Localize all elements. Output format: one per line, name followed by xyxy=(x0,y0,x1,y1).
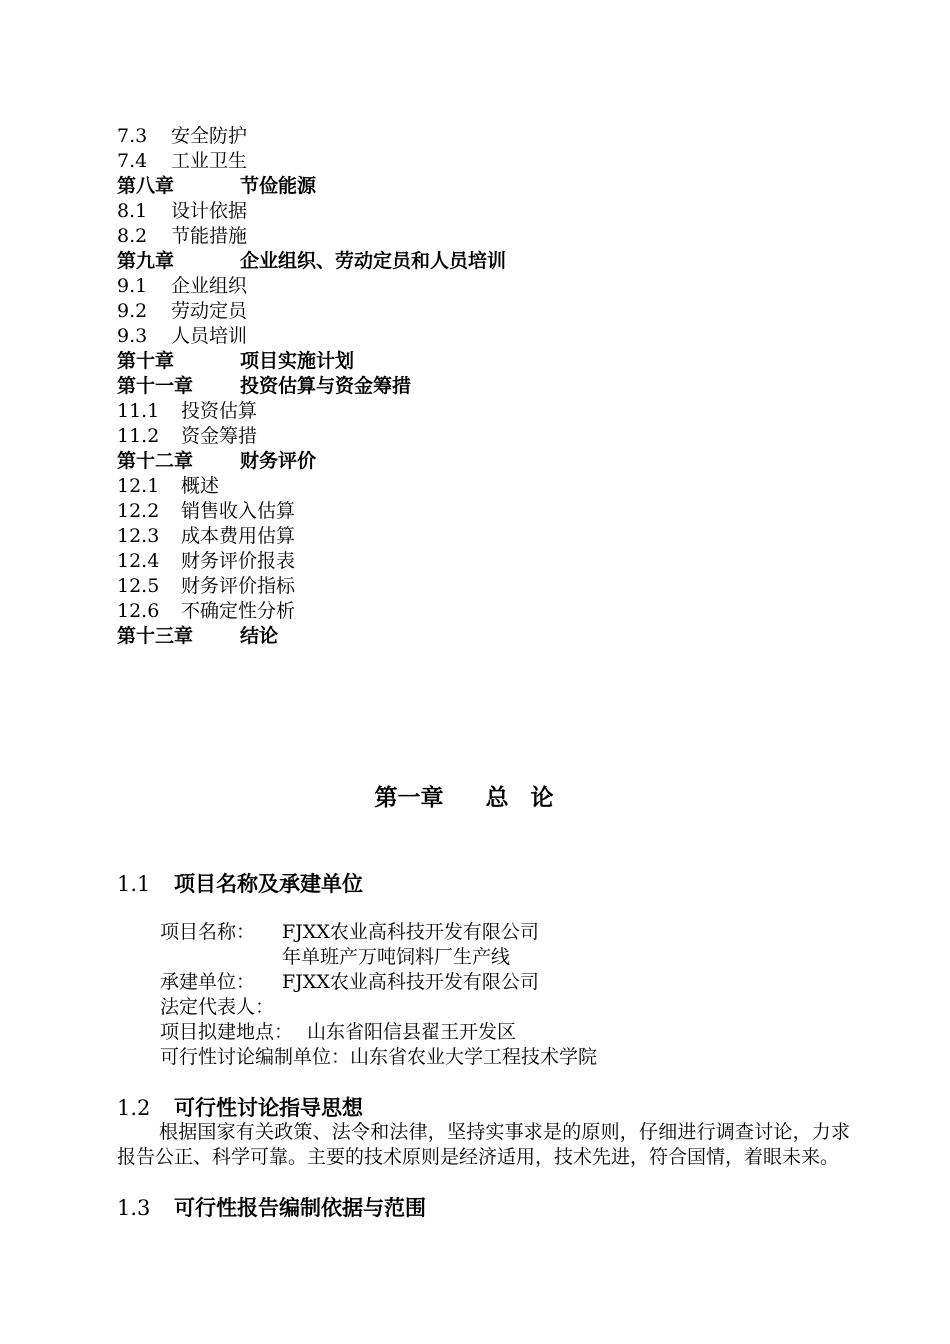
compiler-label: 可行性讨论编制单位： xyxy=(160,1046,351,1068)
toc-entry-number: 12.2 xyxy=(117,500,160,522)
project-name-value-2: 年单班产万吨饲料厂生产线 xyxy=(282,946,511,968)
toc-entry-title: 财务评价 xyxy=(240,450,317,472)
toc-chapter-entry xyxy=(117,249,877,274)
toc-chapter-entry xyxy=(117,374,877,399)
toc-entry-number: 9.2 xyxy=(117,300,148,322)
builder-row xyxy=(160,970,860,995)
toc-chapter-entry xyxy=(117,449,877,474)
chapter-1-heading xyxy=(0,782,950,814)
toc-entry-title: 安全防护 xyxy=(171,125,248,147)
toc-entry-number: 12.1 xyxy=(117,475,160,497)
toc-section-entry xyxy=(117,549,877,574)
section-1-3-heading xyxy=(117,1194,426,1222)
compiler-row xyxy=(160,1045,860,1070)
toc-entry-title: 企业组织 xyxy=(171,275,248,297)
section-number: 1.1 xyxy=(117,872,151,896)
toc-entry-title: 企业组织、劳动定员和人员培训 xyxy=(240,250,507,272)
toc-entry-number: 8.2 xyxy=(117,225,148,247)
toc-entry-title: 概述 xyxy=(181,475,220,497)
chapter-number: 第一章 xyxy=(374,785,444,811)
guiding-principle-paragraph: 根据国家有关政策、法令和法律，坚持实事求是的原则，仔细进行调查讨论，力求报告公正、科学可靠。主要的技术原则是经济适用，技术先进，符合国情，着眼未来。 xyxy=(117,1121,850,1168)
toc-entry-title: 投资估算与资金筹措 xyxy=(240,375,412,397)
site-row xyxy=(160,1020,860,1045)
toc-section-entry xyxy=(117,274,877,299)
toc-chapter-entry xyxy=(117,174,877,199)
section-1-1-heading xyxy=(117,870,363,898)
toc-entry-number: 9.1 xyxy=(117,275,148,297)
toc-entry-number: 11.1 xyxy=(117,400,160,422)
toc-entry-title: 节能措施 xyxy=(171,225,248,247)
toc-entry-number: 第八章 xyxy=(117,175,175,197)
toc-entry-number: 第十章 xyxy=(117,350,175,372)
toc-chapter-entry xyxy=(117,624,877,649)
site-label: 项目拟建地点： xyxy=(160,1021,294,1043)
section-1-2-heading xyxy=(117,1094,363,1122)
project-name-row-2 xyxy=(160,945,860,970)
toc-entry-number: 12.6 xyxy=(117,600,160,622)
site-value: 山东省阳信县翟王开发区 xyxy=(307,1021,517,1043)
toc-section-entry xyxy=(117,424,877,449)
toc-section-entry xyxy=(117,199,877,224)
toc-entry-title: 投资估算 xyxy=(181,400,258,422)
toc-entry-number: 9.3 xyxy=(117,325,148,347)
toc-entry-number: 7.4 xyxy=(117,150,148,172)
toc-entry-title: 财务评价报表 xyxy=(181,550,296,572)
project-name-row xyxy=(160,920,860,945)
toc-entry-number: 12.3 xyxy=(117,525,160,547)
toc-section-entry xyxy=(117,474,877,499)
toc-entry-title: 项目实施计划 xyxy=(240,350,355,372)
toc-section-entry xyxy=(117,224,877,249)
toc-entry-number: 12.4 xyxy=(117,550,160,572)
toc-section-entry xyxy=(117,599,877,624)
toc-entry-title: 节俭能源 xyxy=(240,175,317,197)
toc-section-entry xyxy=(117,149,877,174)
toc-entry-number: 第十三章 xyxy=(117,625,194,647)
toc-entry-number: 7.3 xyxy=(117,125,148,147)
legal-rep-label: 法定代表人： xyxy=(160,996,275,1018)
toc-entry-number: 第十一章 xyxy=(117,375,194,397)
toc-entry-title: 人员培训 xyxy=(171,325,248,347)
toc-section-entry xyxy=(117,324,877,349)
toc-entry-number: 第九章 xyxy=(117,250,175,272)
section-number: 1.3 xyxy=(117,1196,151,1220)
toc-entry-title: 工业卫生 xyxy=(171,150,248,172)
toc-entry-number: 8.1 xyxy=(117,200,148,222)
toc-entry-title: 设计依据 xyxy=(171,200,248,222)
compiler-value: 山东省农业大学工程技术学院 xyxy=(350,1046,598,1068)
section-number: 1.2 xyxy=(117,1096,151,1120)
section-title: 可行性报告编制依据与范围 xyxy=(174,1196,426,1220)
toc-section-entry xyxy=(117,124,877,149)
toc-section-entry xyxy=(117,499,877,524)
table-of-contents xyxy=(117,124,877,649)
project-name-value-1: FJXX农业高科技开发有限公司 xyxy=(282,921,539,943)
toc-entry-title: 劳动定员 xyxy=(171,300,248,322)
toc-entry-number: 12.5 xyxy=(117,575,160,597)
project-info-block xyxy=(160,920,860,1070)
toc-chapter-entry xyxy=(117,349,877,374)
builder-label: 承建单位： xyxy=(160,971,256,993)
toc-section-entry xyxy=(117,399,877,424)
toc-entry-title: 资金筹措 xyxy=(181,425,258,447)
toc-entry-title: 不确定性分析 xyxy=(181,600,296,622)
chapter-title: 总论 xyxy=(485,785,576,811)
toc-section-entry xyxy=(117,574,877,599)
toc-section-entry xyxy=(117,524,877,549)
toc-section-entry xyxy=(117,299,877,324)
legal-rep-row xyxy=(160,995,860,1020)
toc-entry-number: 11.2 xyxy=(117,425,160,447)
toc-entry-title: 销售收入估算 xyxy=(181,500,296,522)
toc-entry-title: 财务评价指标 xyxy=(181,575,296,597)
toc-entry-number: 第十二章 xyxy=(117,450,194,472)
section-title: 项目名称及承建单位 xyxy=(174,872,363,896)
builder-value: FJXX农业高科技开发有限公司 xyxy=(282,971,539,993)
project-name-label: 项目名称： xyxy=(160,921,256,943)
section-title: 可行性讨论指导思想 xyxy=(174,1096,363,1120)
toc-entry-title: 结论 xyxy=(240,625,279,647)
toc-entry-title: 成本费用估算 xyxy=(181,525,296,547)
